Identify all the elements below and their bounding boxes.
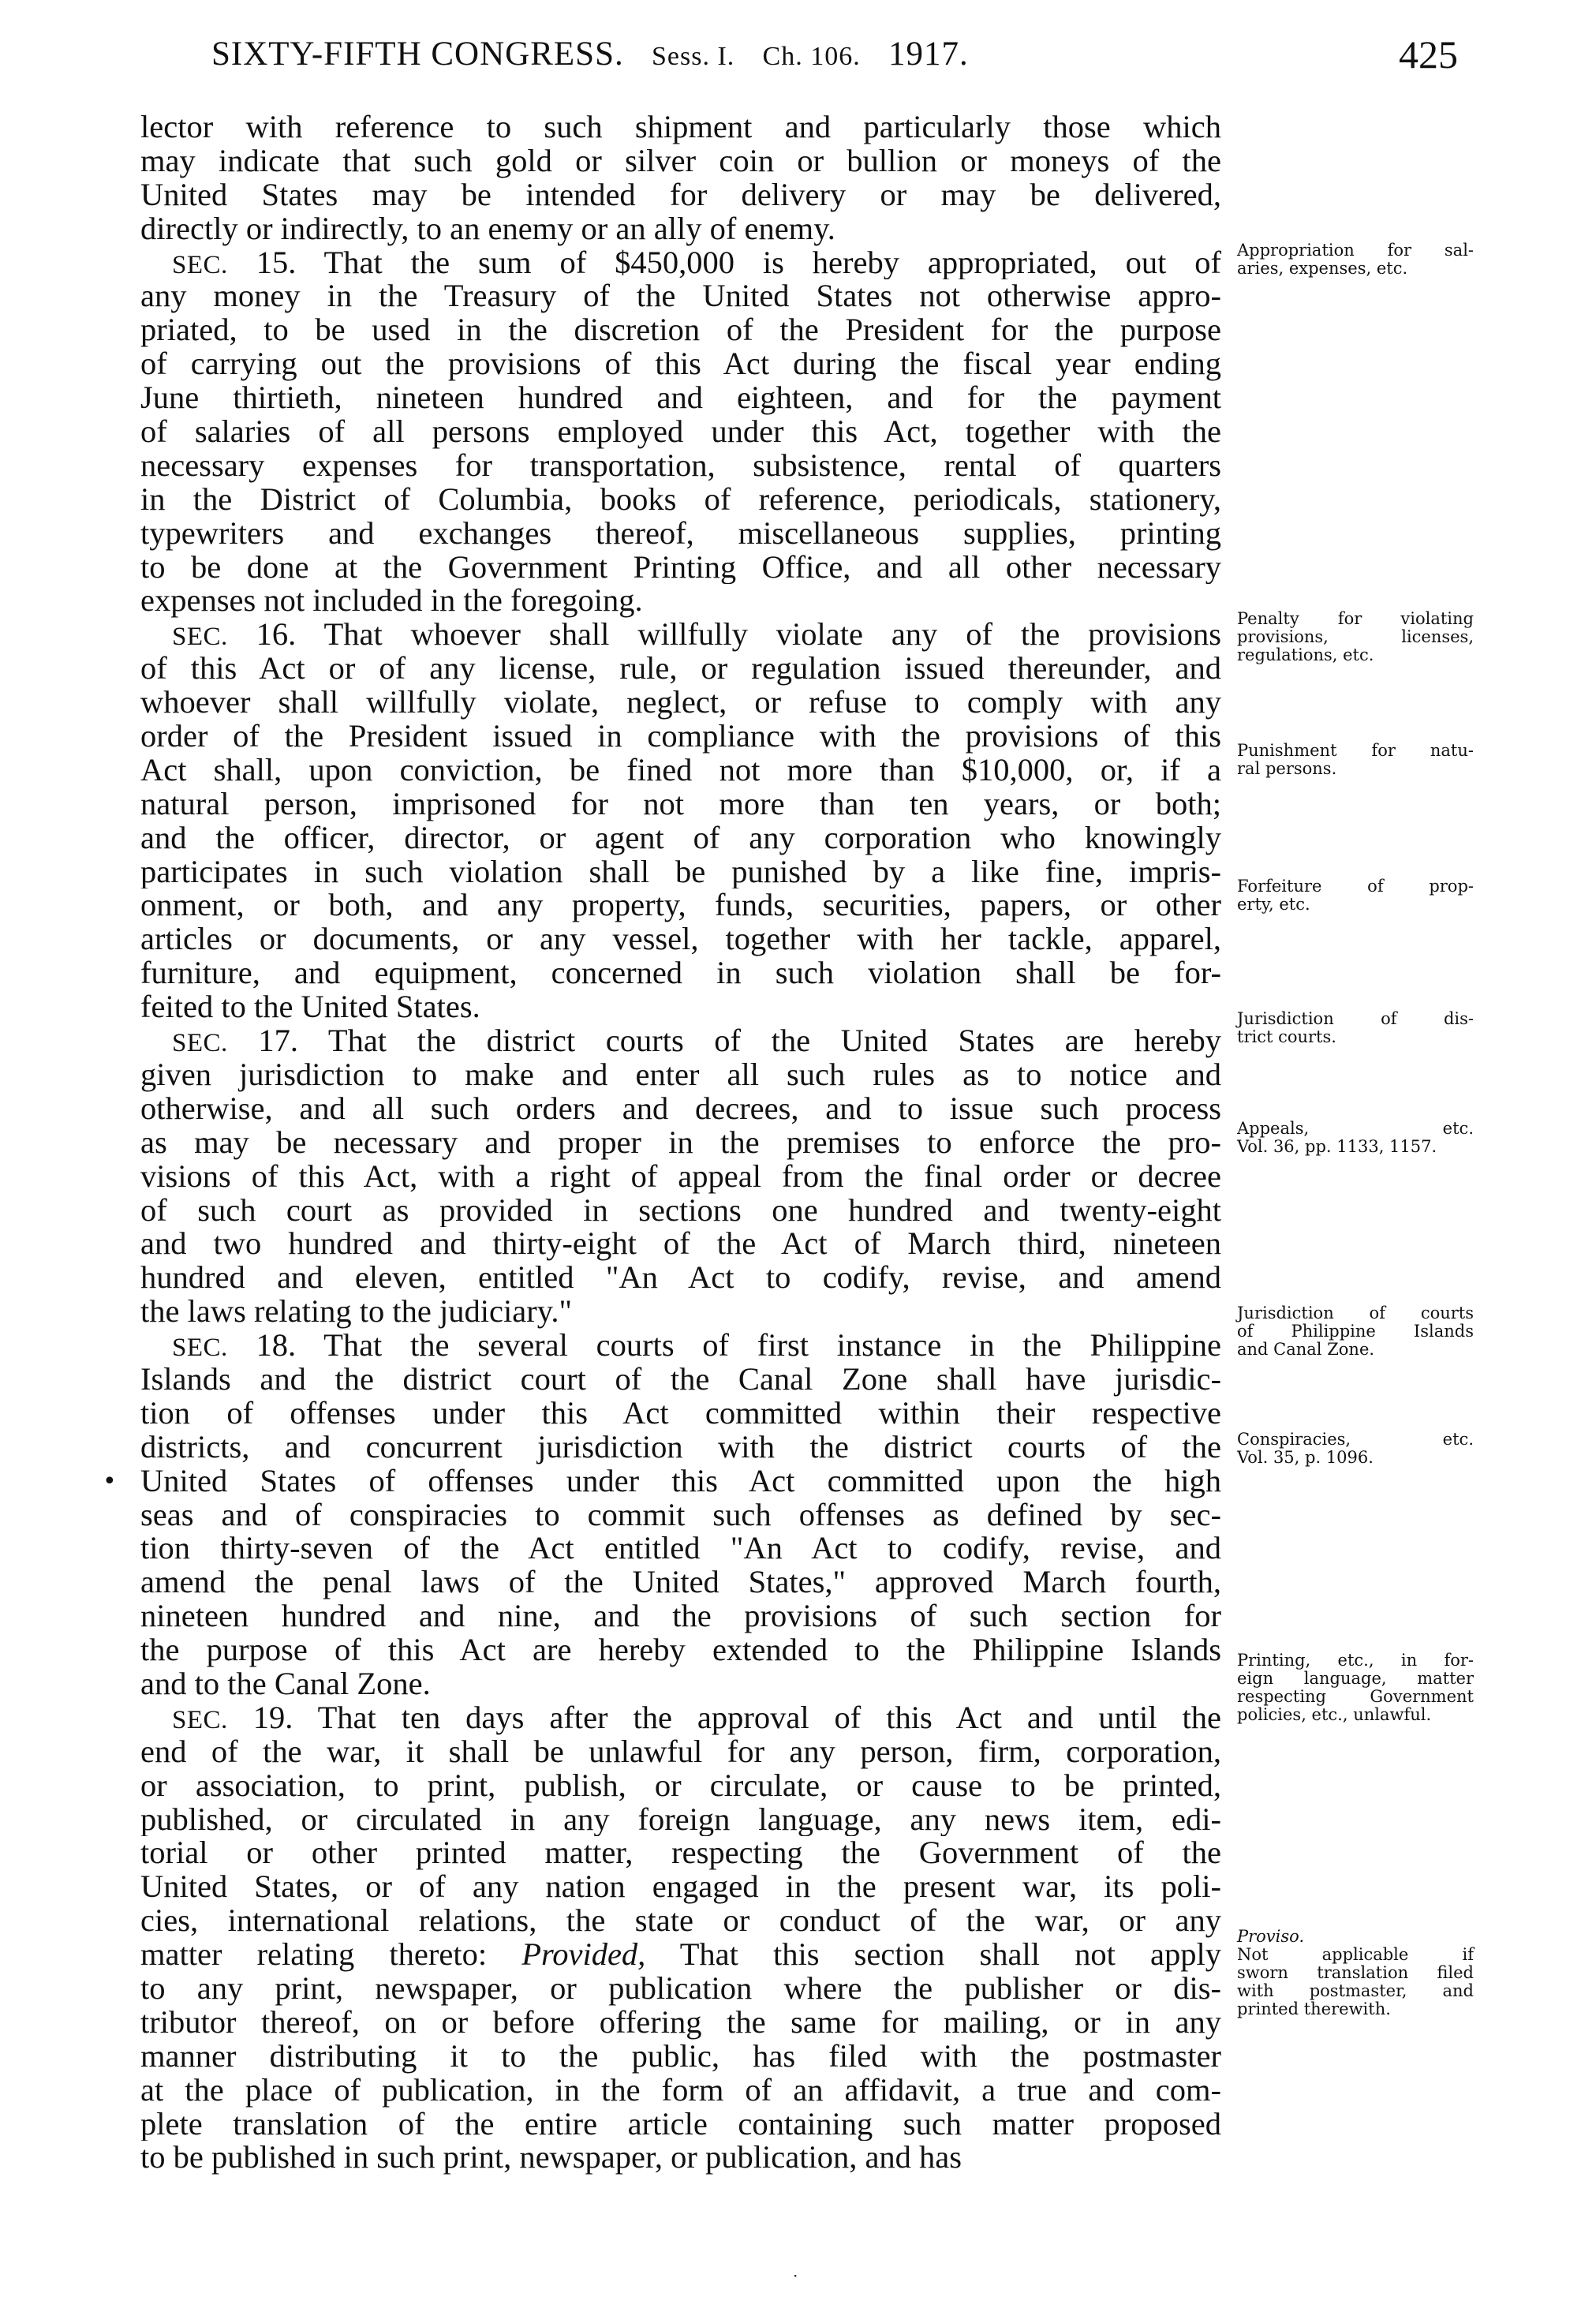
text-line: tion thirty-seven of the Act entitled "An Act to codify, revise, and bbox=[140, 1532, 1221, 1566]
text-line: directly or indirectly, to an enemy or an ally of enemy. bbox=[140, 211, 835, 246]
text-line: of such court as provided in sections one hundred and twenty-eight bbox=[140, 1193, 1221, 1228]
margin-note-line: Appeals, etc. bbox=[1237, 1119, 1474, 1138]
text-line: SEC. 18. That the several courts of first instance in the Philippine bbox=[172, 1329, 1221, 1363]
text-line: tion of offenses under this Act committed within their respective bbox=[140, 1396, 1221, 1431]
text-line: order of the President issued in compliance with the provisions of this bbox=[140, 720, 1221, 754]
margin-note-line: of Philippine Islands bbox=[1237, 1322, 1474, 1341]
margin-note-line: Vol. 36, pp. 1133, 1157. bbox=[1237, 1137, 1437, 1156]
text-line: lector with reference to such shipment and particularly those which bbox=[140, 110, 1221, 144]
text-line: of salaries of all persons employed under this Act, together with the bbox=[140, 415, 1221, 449]
text-line: to any print, newspaper, or publication where the publisher or dis- bbox=[140, 1971, 1221, 2006]
text-line: seas and of conspiracies to commit such offenses as defined by sec- bbox=[140, 1498, 1221, 1532]
text-line: expenses not included in the foregoing. bbox=[140, 584, 643, 619]
congress-title: SIXTY-FIFTH CONGRESS. bbox=[211, 36, 624, 73]
text-line: United States of offenses under this Act committed upon the high bbox=[140, 1464, 1221, 1498]
statute-body bbox=[140, 110, 1221, 2175]
text-line: at the place of publication, in the form of an affidavit, a true and com- bbox=[140, 2073, 1221, 2108]
text-line: United States, or of any nation engaged in the present war, its poli- bbox=[140, 1870, 1221, 1905]
margin-note bbox=[1237, 1010, 1474, 1046]
text-line: participates in such violation shall be punished by a like fine, impris- bbox=[140, 855, 1221, 889]
text-line: or association, to print, publish, or circulate, or cause to be printed, bbox=[140, 1768, 1221, 1803]
text-line: end of the war, it shall be unlawful for any person, firm, corporation, bbox=[140, 1734, 1221, 1769]
margin-note bbox=[1237, 1120, 1474, 1156]
text-line: to be done at the Government Printing Office, and all other necessary bbox=[140, 550, 1221, 585]
page-header bbox=[140, 32, 1482, 82]
text-line: and two hundred and thirty-eight of the Act of March third, nineteen bbox=[140, 1227, 1221, 1262]
text-line: may indicate that such gold or silver coin or bullion or moneys of the bbox=[140, 144, 1221, 178]
margin-note-line: Vol. 35, p. 1096. bbox=[1237, 1448, 1374, 1467]
margin-note bbox=[1237, 877, 1474, 914]
text-line: as may be necessary and proper in the premises to enforce the pro- bbox=[140, 1125, 1221, 1160]
margin-note-line: Forfeiture of prop- bbox=[1237, 877, 1474, 896]
text-line: cies, international relations, the state or conduct of the war, or any bbox=[140, 1904, 1221, 1939]
text-line: SEC. 19. That ten days after the approval of this Act and until the bbox=[172, 1700, 1221, 1735]
margin-note-line: aries, expenses, etc. bbox=[1237, 259, 1408, 278]
text-line: plete translation of the entire article containing such matter proposed bbox=[140, 2107, 1221, 2142]
page-number: 425 bbox=[1399, 32, 1458, 77]
margin-note bbox=[1237, 742, 1474, 778]
margin-note-line: eign language, matter bbox=[1237, 1669, 1474, 1688]
text-line: and to the Canal Zone. bbox=[140, 1666, 431, 1701]
margin-note-line: Appropriation for sal- bbox=[1237, 241, 1474, 260]
text-line: articles or documents, or any vessel, together with her tackle, apparel, bbox=[140, 922, 1221, 957]
margin-note-line: Penalty for violating bbox=[1237, 609, 1474, 628]
margin-note-line: Punishment for natu- bbox=[1237, 741, 1474, 760]
text-line: given jurisdiction to make and enter all such rules as to notice and bbox=[140, 1057, 1221, 1092]
margin-note bbox=[1237, 1431, 1474, 1467]
margin-note-line: and Canal Zone. bbox=[1237, 1340, 1375, 1359]
text-line: visions of this Act, with a right of appeal from the final order or decree bbox=[140, 1159, 1221, 1194]
text-line: hundred and eleven, entitled "An Act to codify, revise, and amend bbox=[140, 1261, 1221, 1296]
margin-note-line: Jurisdiction of courts bbox=[1237, 1304, 1474, 1322]
text-line: Act shall, upon conviction, be fined not more than $10,000, or, if a bbox=[140, 753, 1221, 787]
text-line: published, or circulated in any foreign language, any news item, edi- bbox=[140, 1802, 1221, 1837]
session-label: Sess. I. bbox=[652, 42, 735, 71]
margin-note-line: erty, etc. bbox=[1237, 895, 1310, 914]
margin-note-line: provisions, licenses, bbox=[1237, 627, 1474, 646]
margin-note-line: Proviso. bbox=[1237, 1927, 1305, 1946]
text-line: June thirtieth, nineteen hundred and eighteen, and for the payment bbox=[140, 381, 1221, 416]
margin-note-line: trict courts. bbox=[1237, 1027, 1336, 1046]
text-line: of this Act or of any license, rule, or regulation issued thereunder, and bbox=[140, 652, 1221, 686]
margin-note-line: ral persons. bbox=[1237, 759, 1337, 778]
text-line: nineteen hundred and nine, and the provisions of such section for bbox=[140, 1599, 1221, 1634]
text-line: natural person, imprisoned for not more than ten years, or both; bbox=[140, 787, 1221, 821]
margin-note-line: with postmaster, and bbox=[1237, 1981, 1474, 2000]
margin-note bbox=[1237, 1928, 1474, 2018]
text-line: in the District of Columbia, books of reference, periodicals, stationery, bbox=[140, 482, 1221, 517]
text-line: furniture, and equipment, concerned in such violation shall be for- bbox=[140, 956, 1221, 991]
year-label: 1917. bbox=[888, 36, 969, 73]
margin-note-line: respecting Government bbox=[1237, 1687, 1474, 1706]
text-line: manner distributing it to the public, has filed with the postmaster bbox=[140, 2039, 1221, 2074]
text-line: necessary expenses for transportation, subsistence, rental of quarters bbox=[140, 448, 1221, 483]
text-line: any money in the Treasury of the United States not otherwise appro- bbox=[140, 279, 1221, 314]
text-line: districts, and concurrent jurisdiction with the district courts of the bbox=[140, 1430, 1221, 1464]
text-line: priated, to be used in the discretion of the President for the purpose bbox=[140, 313, 1221, 348]
text-line: torial or other printed matter, respecting the Government of the bbox=[140, 1836, 1221, 1871]
text-line: and the officer, director, or agent of any corporation who knowingly bbox=[140, 821, 1221, 855]
text-line: SEC. 17. That the district courts of the United States are hereby bbox=[172, 1024, 1221, 1058]
text-line: SEC. 15. That the sum of $450,000 is hereby appropriated, out of bbox=[172, 245, 1221, 280]
text-line: amend the penal laws of the United States," approved March fourth, bbox=[140, 1565, 1221, 1600]
margin-note-line: sworn translation filed bbox=[1237, 1963, 1474, 1982]
margin-note-line: regulations, etc. bbox=[1237, 645, 1374, 664]
margin-note bbox=[1237, 610, 1474, 664]
margin-note-line: policies, etc., unlawful. bbox=[1237, 1705, 1432, 1724]
running-head bbox=[211, 35, 969, 73]
text-line: feited to the United States. bbox=[140, 990, 480, 1025]
text-line: typewriters and exchanges thereof, miscellaneous supplies, printing bbox=[140, 516, 1221, 551]
stray-mark: • bbox=[103, 1468, 117, 1495]
text-line: whoever shall willfully violate, neglect, or refuse to comply with any bbox=[140, 686, 1221, 720]
text-line: onment, or both, and any property, funds, securities, papers, or other bbox=[140, 888, 1221, 923]
margin-note bbox=[1237, 1652, 1474, 1724]
chapter-label: Ch. 106. bbox=[762, 42, 861, 71]
text-line: United States may be intended for delivery or may be delivered, bbox=[140, 178, 1221, 212]
text-line: the purpose of this Act are hereby extended to the Philippine Islands bbox=[140, 1633, 1221, 1667]
text-line: of carrying out the provisions of this Act during the fiscal year ending bbox=[140, 347, 1221, 382]
text-line: Islands and the district court of the Canal Zone shall have jurisdic- bbox=[140, 1362, 1221, 1397]
footer-mark: · bbox=[793, 2266, 798, 2285]
margin-note-line: Printing, etc., in for- bbox=[1237, 1651, 1474, 1670]
margin-note-line: Jurisdiction of dis- bbox=[1237, 1009, 1474, 1028]
margin-note-line: printed therewith. bbox=[1237, 1999, 1391, 2018]
text-line: matter relating thereto: Provided, That this section shall not apply bbox=[140, 1938, 1221, 1972]
text-line: the laws relating to the judiciary." bbox=[140, 1295, 572, 1330]
text-line: otherwise, and all such orders and decrees, and to issue such process bbox=[140, 1091, 1221, 1126]
margin-note bbox=[1237, 1304, 1474, 1359]
text-line: SEC. 16. That whoever shall willfully violate any of the provisions bbox=[172, 618, 1221, 653]
margin-note bbox=[1237, 241, 1474, 278]
text-line: to be published in such print, newspaper, or publication, and has bbox=[140, 2141, 962, 2175]
margin-note-line: Not applicable if bbox=[1237, 1945, 1474, 1964]
margin-note-line: Conspiracies, etc. bbox=[1237, 1430, 1474, 1449]
text-line: tributor thereof, on or before offering the same for mailing, or in any bbox=[140, 2005, 1221, 2040]
